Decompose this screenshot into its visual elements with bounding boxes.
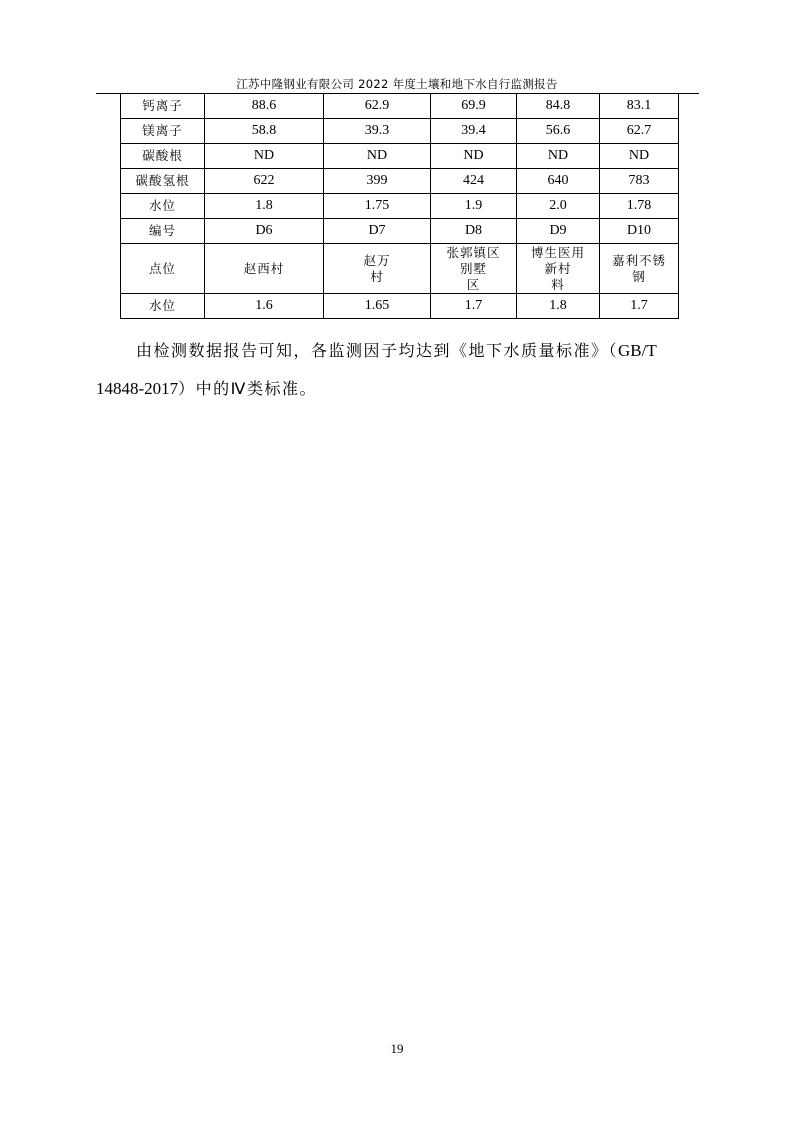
row-label: 镁离子 xyxy=(121,119,205,144)
table-cell: D8 xyxy=(431,219,517,244)
table-row xyxy=(121,94,679,119)
cell-text-line: 钢 xyxy=(632,268,646,284)
table-cell: 1.9 xyxy=(431,194,517,219)
table-cell: 1.7 xyxy=(431,294,517,319)
groundwater-data-table xyxy=(120,93,679,319)
table-cell: D9 xyxy=(517,219,600,244)
table-cell xyxy=(600,244,679,294)
table-row xyxy=(121,219,679,244)
table-cell: 1.6 xyxy=(205,294,324,319)
row-label: 编号 xyxy=(121,219,205,244)
table-cell: 1.78 xyxy=(600,194,679,219)
table-cell xyxy=(431,244,517,294)
cell-text-line: 料 xyxy=(551,276,565,292)
table-cell: 39.4 xyxy=(431,119,517,144)
table-cell: 1.75 xyxy=(324,194,431,219)
table-row xyxy=(121,194,679,219)
table-cell: D7 xyxy=(324,219,431,244)
conclusion-text: 由检测数据报告可知，各监测因子均达到《地下水质量标准》（ xyxy=(136,341,619,360)
page-number: 19 xyxy=(390,1041,404,1056)
cell-text-line: 赵万 xyxy=(363,252,391,268)
table-cell: ND xyxy=(600,144,679,169)
table-cell: 640 xyxy=(517,169,600,194)
cell-text-line: 新村 xyxy=(544,260,572,276)
table-cell: ND xyxy=(324,144,431,169)
cell-text-line: 区 xyxy=(466,276,481,292)
table-cell: 1.7 xyxy=(600,294,679,319)
table-cell xyxy=(205,244,324,294)
table-cell: 2.0 xyxy=(517,194,600,219)
table-cell: 83.1 xyxy=(600,94,679,119)
page-header-title: 江苏中隆钢业有限公司 2022 年度土壤和地下水自行监测报告 xyxy=(236,77,558,91)
row-label: 碳酸根 xyxy=(121,144,205,169)
table-cell: D6 xyxy=(205,219,324,244)
table-cell xyxy=(324,244,431,294)
table-cell: 58.8 xyxy=(205,119,324,144)
row-label: 水位 xyxy=(121,294,205,319)
table-cell: ND xyxy=(431,144,517,169)
table-cell: 1.65 xyxy=(324,294,431,319)
table-cell: 69.9 xyxy=(431,94,517,119)
row-label: 碳酸氢根 xyxy=(121,169,205,194)
table-row xyxy=(121,144,679,169)
table-cell: 783 xyxy=(600,169,679,194)
table-row xyxy=(121,119,679,144)
conclusion-text: ）中的Ⅳ类标准。 xyxy=(178,379,317,398)
table-cell: 56.6 xyxy=(517,119,600,144)
row-label: 点位 xyxy=(121,244,205,294)
standard-number: 14848-2017 xyxy=(96,379,179,398)
row-label: 水位 xyxy=(121,194,205,219)
table-cell: 424 xyxy=(431,169,517,194)
cell-text-line: 赵西村 xyxy=(243,260,285,276)
table-cell: D10 xyxy=(600,219,679,244)
table-cell: 1.8 xyxy=(205,194,324,219)
cell-text-line: 村 xyxy=(370,268,384,284)
table-cell: 62.7 xyxy=(600,119,679,144)
table-cell: 622 xyxy=(205,169,324,194)
conclusion-paragraph-line-1 xyxy=(96,338,699,361)
cell-text-line: 别墅 xyxy=(459,260,487,276)
conclusion-paragraph-line-2 xyxy=(96,376,699,399)
cell-text-line: 张郭镇区 xyxy=(446,244,501,260)
table-cell: ND xyxy=(517,144,600,169)
table-cell xyxy=(517,244,600,294)
table-cell: 39.3 xyxy=(324,119,431,144)
row-label: 钙离子 xyxy=(121,94,205,119)
table-row xyxy=(121,169,679,194)
table-cell: 1.8 xyxy=(517,294,600,319)
table-cell: 88.6 xyxy=(205,94,324,119)
table-cell: 84.8 xyxy=(517,94,600,119)
table-cell: ND xyxy=(205,144,324,169)
table-row xyxy=(121,294,679,319)
table-row xyxy=(121,244,679,294)
standard-code: GB/T xyxy=(618,341,657,360)
table-cell: 62.9 xyxy=(324,94,431,119)
cell-text-line: 嘉利不锈 xyxy=(611,252,666,268)
table-cell: 399 xyxy=(324,169,431,194)
cell-text-line: 博生医用 xyxy=(530,244,585,260)
